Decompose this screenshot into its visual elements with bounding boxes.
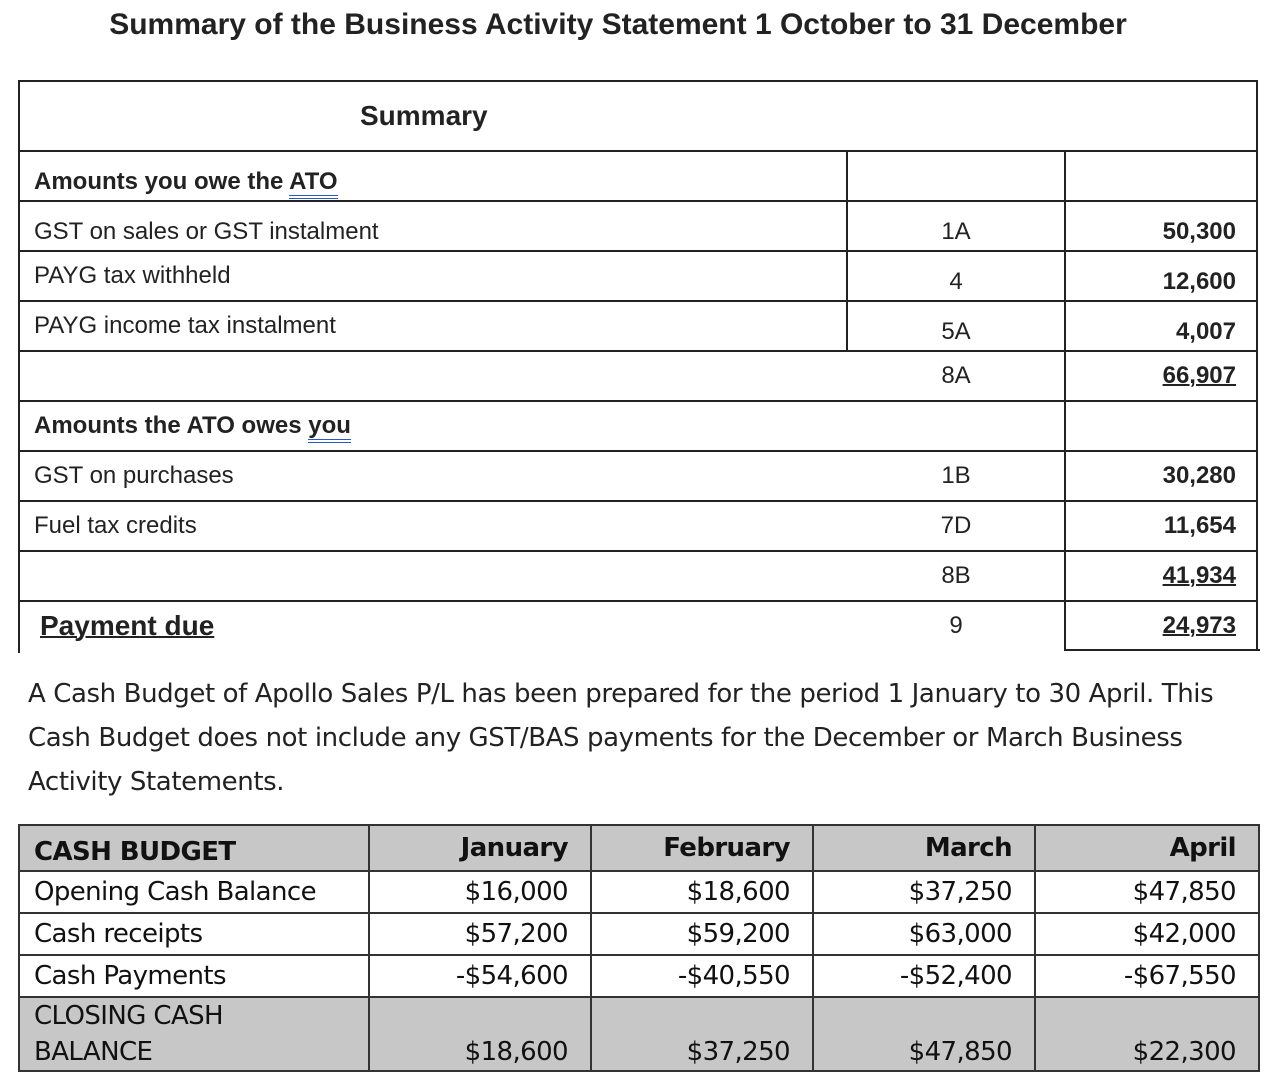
cell-value: -$54,600 xyxy=(369,955,591,997)
owed-heading: Amounts the ATO owes you xyxy=(34,412,351,440)
row-label: Cash receipts xyxy=(19,913,369,955)
month-header: March xyxy=(813,825,1035,871)
table-left-edge xyxy=(18,82,20,653)
row-divider xyxy=(20,250,1256,252)
payment-due-amount: 24,973 xyxy=(1162,612,1236,639)
table-header-row xyxy=(19,825,1259,871)
table-row xyxy=(19,955,1259,997)
row-divider xyxy=(20,350,1256,352)
cell-value: -$52,400 xyxy=(813,955,1035,997)
cash-budget-table xyxy=(18,824,1260,1072)
payment-due-code: 9 xyxy=(949,612,963,639)
cell-value: $18,600 xyxy=(591,871,813,913)
row-divider xyxy=(20,500,1256,502)
owe-row-amount: 12,600 xyxy=(1162,268,1236,295)
you-link[interactable]: you xyxy=(308,412,351,443)
owed-row-amount: 11,654 xyxy=(1163,512,1236,539)
cell-value: $37,250 xyxy=(813,871,1035,913)
closing-balance-row xyxy=(19,997,1259,1071)
cell-value: $47,850 xyxy=(1035,871,1259,913)
payment-due-label: Payment due xyxy=(40,610,215,641)
row-divider xyxy=(20,150,1256,152)
closing-value: $18,600 xyxy=(369,997,591,1071)
owe-row-code: 5A xyxy=(941,318,971,345)
row-divider xyxy=(20,300,1256,302)
closing-value: $22,300 xyxy=(1035,997,1259,1071)
closing-balance-label: CLOSING CASH BALANCE xyxy=(19,997,369,1071)
row-divider xyxy=(20,550,1256,552)
cell-value: $16,000 xyxy=(369,871,591,913)
owe-total-amount: 66,907 xyxy=(1162,362,1236,389)
page-title: Summary of the Business Activity Statement 1 October to 31 December xyxy=(109,8,1127,41)
owed-row-amount: 30,280 xyxy=(1162,462,1236,489)
row-divider xyxy=(20,600,1256,602)
row-divider xyxy=(20,200,1256,202)
row-label: Cash Payments xyxy=(19,955,369,997)
closing-value: $37,250 xyxy=(591,997,813,1071)
table-row xyxy=(19,913,1259,955)
cash-budget-title: CASH BUDGET xyxy=(19,825,369,871)
cell-value: $57,200 xyxy=(369,913,591,955)
month-header: February xyxy=(591,825,813,871)
owed-row-label: Fuel tax credits xyxy=(34,512,197,539)
row-divider xyxy=(20,450,1256,452)
row-label: Opening Cash Balance xyxy=(19,871,369,913)
owe-row-amount: 4,007 xyxy=(1175,318,1236,345)
owe-row-amount: 50,300 xyxy=(1162,218,1236,245)
owe-row-label: PAYG income tax instalment xyxy=(34,312,336,339)
bas-summary-table xyxy=(18,80,1258,651)
owe-heading: Amounts you owe the ATO xyxy=(34,168,338,196)
owe-row-code: 4 xyxy=(949,268,963,295)
month-header: April xyxy=(1035,825,1259,871)
cell-value: $42,000 xyxy=(1035,913,1259,955)
owed-row-code: 1B xyxy=(941,462,971,489)
closing-value: $47,850 xyxy=(813,997,1035,1071)
row-divider xyxy=(20,400,1256,402)
month-header: January xyxy=(369,825,591,871)
summary-header: Summary xyxy=(360,100,488,131)
owed-row-code: 7D xyxy=(940,512,972,539)
ato-link[interactable]: ATO xyxy=(289,168,337,199)
cash-budget-description: A Cash Budget of Apollo Sales P/L has been prepared for the period 1 January to 30 April. This Cash Budget does not include any GST/BAS payments for the December or March Business Activity Statements. xyxy=(28,679,1214,797)
cell-value: $63,000 xyxy=(813,913,1035,955)
cell-value: -$67,550 xyxy=(1035,955,1259,997)
table-row xyxy=(19,871,1259,913)
cell-value: -$40,550 xyxy=(591,955,813,997)
owe-row-code: 1A xyxy=(941,218,971,245)
owed-total-code: 8B xyxy=(941,562,971,589)
owed-row-label: GST on purchases xyxy=(34,462,234,489)
row-divider xyxy=(1064,649,1260,651)
owe-total-code: 8A xyxy=(941,362,971,389)
owed-total-amount: 41,934 xyxy=(1162,562,1236,589)
owe-row-label: GST on sales or GST instalment xyxy=(34,218,379,245)
cell-value: $59,200 xyxy=(591,913,813,955)
owe-row-label: PAYG tax withheld xyxy=(34,262,231,289)
